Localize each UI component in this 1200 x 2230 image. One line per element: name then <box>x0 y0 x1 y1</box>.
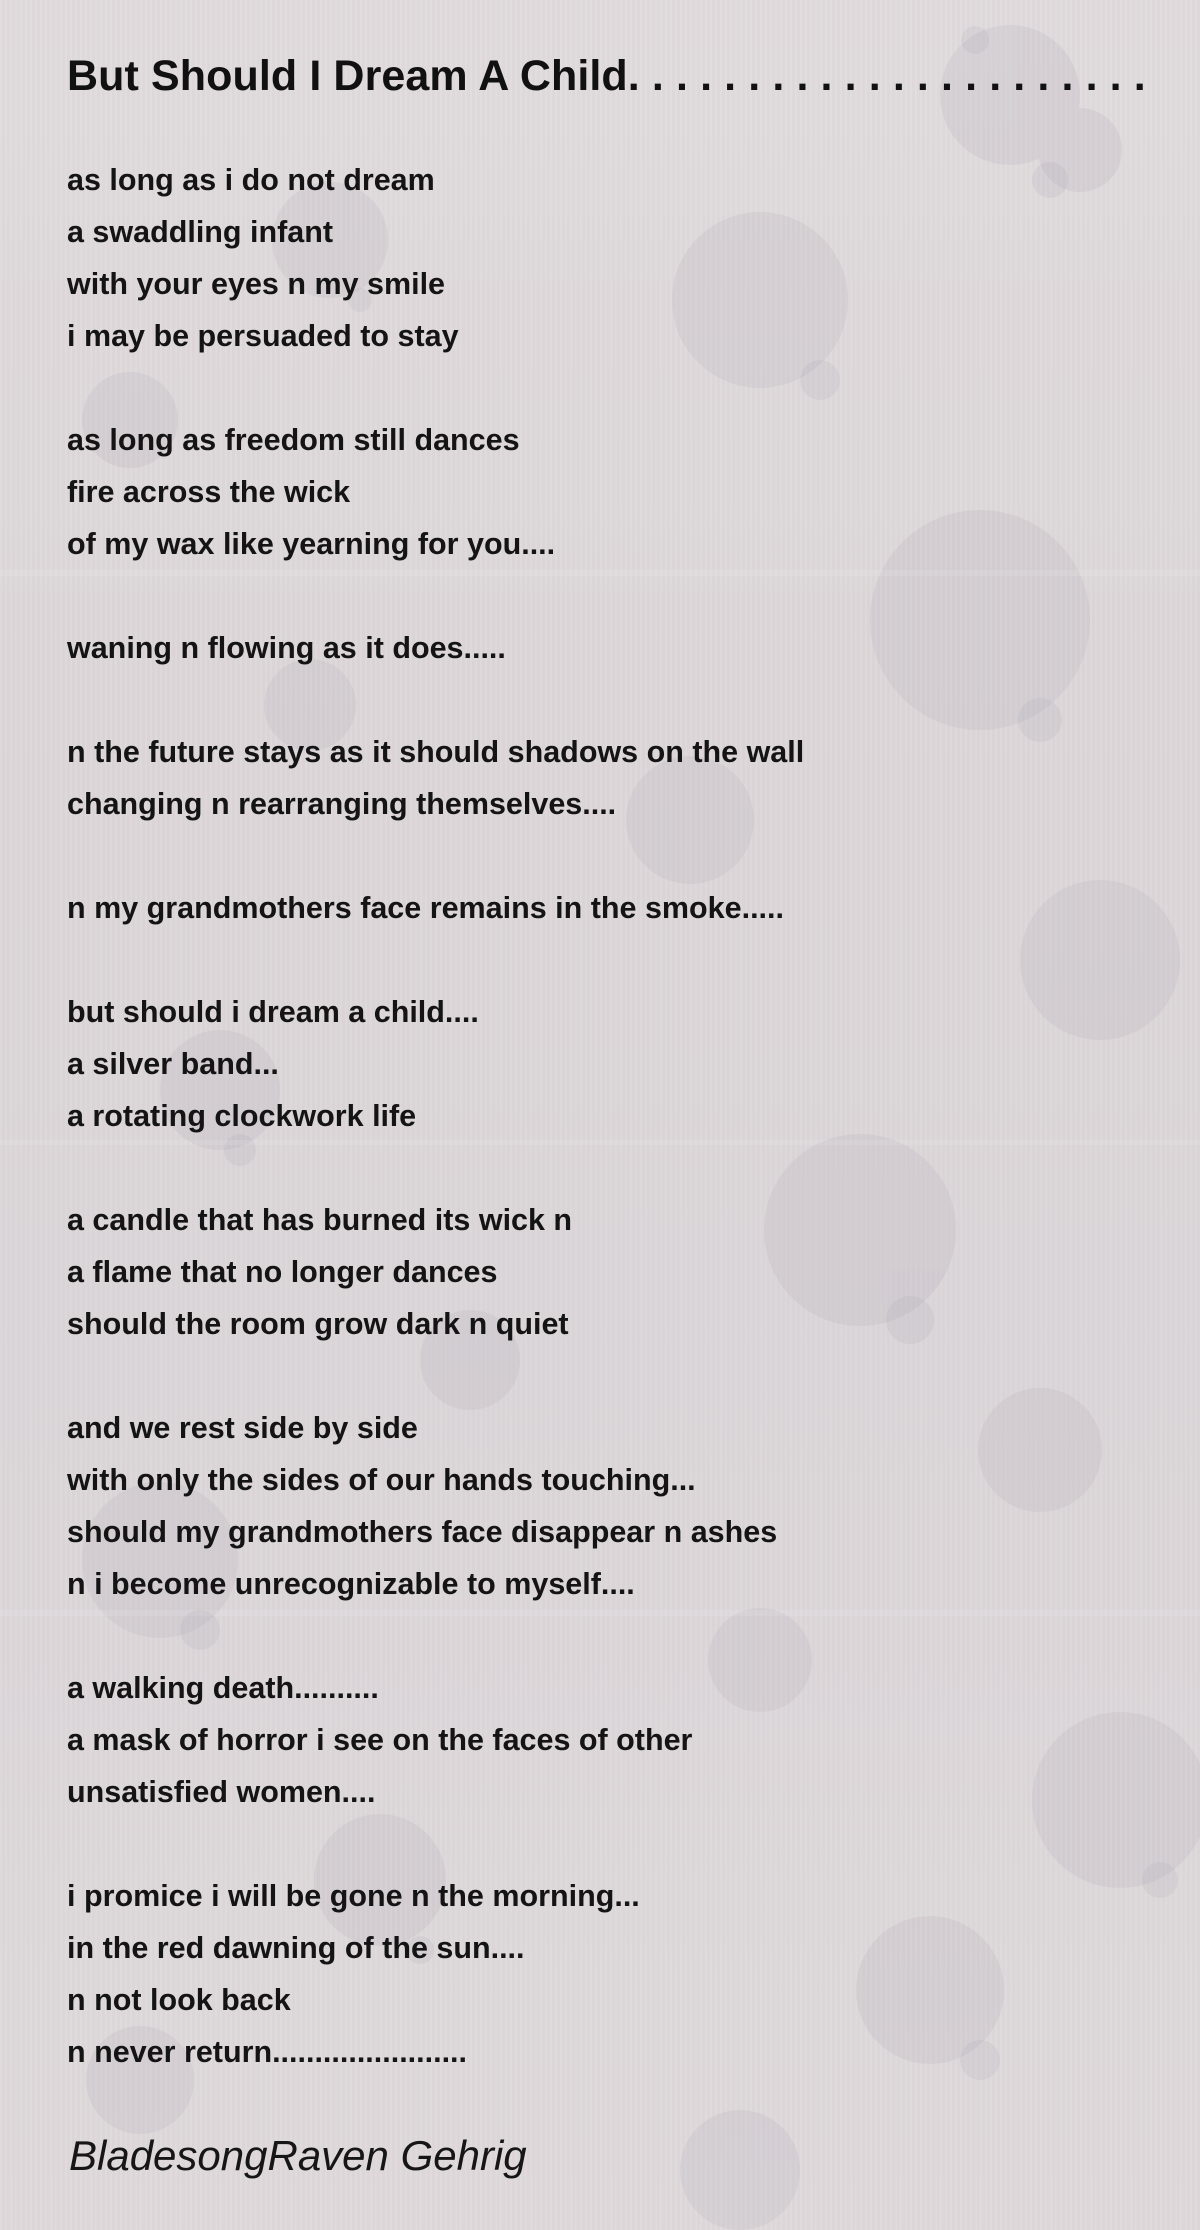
poem-title: But Should I Dream A Child. . . . . . . . . . . . . . . . . . . . . . <box>67 52 1146 100</box>
poem-stanza <box>67 726 1147 830</box>
poem-line: n i become unrecognizable to myself.... <box>67 1567 635 1601</box>
poem-line: i may be persuaded to stay <box>67 319 459 353</box>
poem-line: a walking death.......... <box>67 1671 379 1705</box>
poem-line: as long as i do not dream <box>67 163 435 197</box>
poem-line: n never return....................... <box>67 2035 467 2069</box>
poem-line: as long as freedom still dances <box>67 423 520 457</box>
poem-stanza <box>67 154 1147 362</box>
poem-line: fire across the wick <box>67 475 351 509</box>
poem-line: a mask of horror i see on the faces of other <box>67 1723 693 1757</box>
poem-line: of my wax like yearning for you.... <box>67 527 556 561</box>
poem-body <box>67 154 1147 2130</box>
poem-line: waning n flowing as it does..... <box>67 631 506 665</box>
poem-line: a swaddling infant <box>67 215 334 249</box>
poem-stanza <box>67 1662 1147 1818</box>
poem-author: BladesongRaven Gehrig <box>69 2132 527 2179</box>
poem-line: n the future stays as it should shadows on the wall <box>67 735 805 769</box>
poem-line: a rotating clockwork life <box>67 1099 417 1133</box>
poem-line: a candle that has burned its wick n <box>67 1203 573 1237</box>
poem-line: i promice i will be gone n the morning... <box>67 1879 640 1913</box>
poem-line: and we rest side by side <box>67 1411 418 1445</box>
poem-line: should my grandmothers face disappear n ashes <box>67 1515 778 1549</box>
poem-stanza <box>67 986 1147 1142</box>
poem-line: a silver band... <box>67 1047 279 1081</box>
poem-stanza <box>67 882 1147 934</box>
poem-line: n not look back <box>67 1983 291 2017</box>
poem-line: with only the sides of our hands touching... <box>67 1463 696 1497</box>
poem-line: with your eyes n my smile <box>67 267 446 301</box>
poem-line: should the room grow dark n quiet <box>67 1307 569 1341</box>
poem-line: but should i dream a child.... <box>67 995 479 1029</box>
poem-stanza <box>67 1870 1147 2078</box>
poem-stanza <box>67 1194 1147 1350</box>
poem-line: a flame that no longer dances <box>67 1255 498 1289</box>
poem-stanza <box>67 414 1147 570</box>
poem-stanza <box>67 1402 1147 1610</box>
poem-line: in the red dawning of the sun.... <box>67 1931 525 1965</box>
poem-stanza <box>67 622 1147 674</box>
poem-line: unsatisfied women.... <box>67 1775 376 1809</box>
poem-line: changing n rearranging themselves.... <box>67 787 617 821</box>
poem-line: n my grandmothers face remains in the smoke..... <box>67 891 784 925</box>
